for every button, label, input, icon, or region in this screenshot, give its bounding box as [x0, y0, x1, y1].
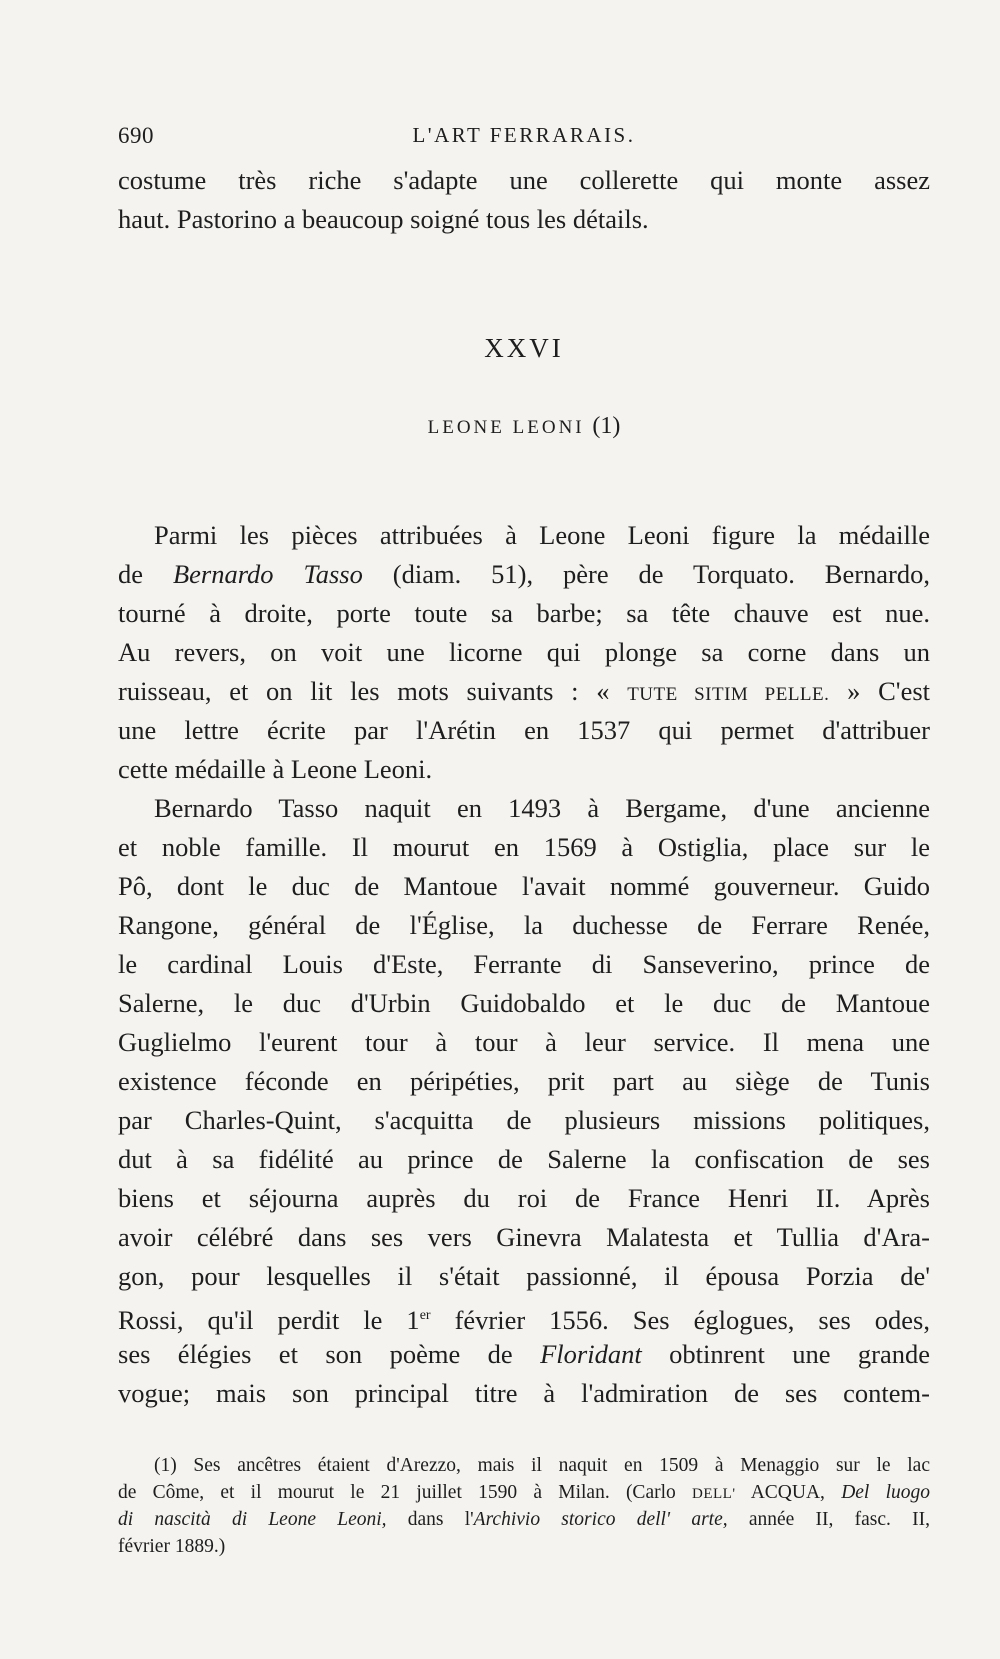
text-line: gon, pour lesquelles il s'était passionné, il épousa Porzia de' — [118, 1261, 930, 1291]
text-run: dans l' — [407, 1509, 474, 1530]
text-line: Salerne, le duc d'Urbin Guidobaldo et le duc de Mantoue — [118, 988, 930, 1018]
text-line: Rangone, général de l'Église, la duchesse de Ferrare Renée, — [118, 910, 930, 940]
text-line: Bernardo Tasso naquit en 1493 à Bergame, d'une ancienne — [154, 793, 930, 823]
text-line — [118, 1296, 930, 1335]
footnote-line: février 1889.) — [118, 1536, 226, 1557]
text-run: (diam. 51), père de Torquato. Bernardo, — [392, 559, 931, 589]
italic-title: di nascità di Leone Leoni, — [118, 1509, 387, 1530]
text-line: tourné à droite, porte toute sa barbe; sa tête chauve est nue. — [118, 598, 930, 628]
text-run: de Côme, et il mourut le 21 juillet 1590 à Milan. (Carlo — [118, 1482, 676, 1503]
running-title: L'ART FERRARAIS. — [412, 123, 636, 147]
text-line: vogue; mais son principal titre à l'admiration de ses contem- — [118, 1378, 930, 1408]
paragraph-medal-description — [118, 516, 930, 789]
italic-title: Floridant — [540, 1339, 642, 1369]
footnote — [118, 1452, 930, 1560]
text-line — [118, 672, 930, 711]
text-line: Guglielmo l'eurent tour à tour à leur service. Il mena une — [118, 1027, 930, 1057]
chapter-title — [118, 413, 930, 440]
text-run: » C'est — [847, 676, 931, 706]
text-line: une lettre écrite par l'Arétin en 1537 qui permet d'attribuer — [118, 715, 930, 745]
text-run: ses élégies et son poème de — [118, 1339, 513, 1369]
text-line: le cardinal Louis d'Este, Ferrante di Sanseverino, prince de — [118, 949, 930, 979]
text-line: costume très riche s'adapte une collerette qui monte assez — [118, 165, 930, 195]
text-line: haut. Pastorino a beaucoup soigné tous les détails. — [118, 204, 649, 234]
chapter-number: XXVI — [484, 333, 564, 363]
text-line — [118, 1335, 930, 1374]
text-line — [118, 555, 930, 594]
medal-inscription: TUTE SITIM PELLE. — [627, 684, 830, 705]
text-run: de — [118, 559, 144, 589]
text-line: Pô, dont le duc de Mantoue l'avait nommé gouverneur. Guido — [118, 871, 930, 901]
text-run: obtinrent une grande — [669, 1339, 931, 1369]
author-name: ACQUA, — [750, 1482, 825, 1503]
text-run: Rossi, qu'il perdit le 1 — [118, 1304, 420, 1335]
author-name: DELL' — [692, 1486, 736, 1502]
chapter-title-text: LEONE LEONI — [427, 417, 585, 438]
superscript: er — [419, 1308, 431, 1323]
text-line: avoir célébré dans ses vers Ginevra Malatesta et Tullia d'Ara- — [118, 1222, 930, 1252]
text-line: Parmi les pièces attribuées à Leone Leoni figure la médaille — [154, 520, 930, 550]
italic-title: Archivio storico dell' arte, — [473, 1509, 728, 1530]
footnote-line: (1) Ses ancêtres étaient d'Arezzo, mais il naquit en 1509 à Menaggio sur le lac — [154, 1455, 930, 1476]
footnote-reference: (1) — [592, 413, 621, 439]
text-line: biens et séjourna auprès du roi de France Henri II. Après — [118, 1183, 930, 1213]
italic-title: Del luogo — [841, 1482, 931, 1503]
page-number: 690 — [118, 123, 154, 148]
top-paragraph — [118, 161, 930, 239]
footnote-line — [118, 1506, 930, 1533]
text-line: dut à sa fidélité au prince de Salerne la confiscation de ses — [118, 1144, 930, 1174]
text-line: et noble famille. Il mourut en 1569 à Ostiglia, place sur le — [118, 832, 930, 862]
footnote-line — [118, 1479, 930, 1506]
running-head — [118, 123, 930, 155]
italic-title: Bernardo Tasso — [172, 559, 363, 589]
paragraph-biography — [118, 789, 930, 1413]
text-run: février 1556. Ses églogues, ses odes, — [430, 1304, 930, 1335]
text-run: année II, fasc. II, — [748, 1509, 930, 1530]
text-line: par Charles-Quint, s'acquitta de plusieurs missions politiques, — [118, 1105, 930, 1135]
text-line: existence féconde en péripéties, prit part au siège de Tunis — [118, 1066, 930, 1096]
text-run: ruisseau, et on lit les mots suivants : « — [118, 676, 610, 706]
text-line: Au revers, on voit une licorne qui plonge sa corne dans un — [118, 637, 930, 667]
text-line: cette médaille à Leone Leoni. — [118, 754, 433, 784]
